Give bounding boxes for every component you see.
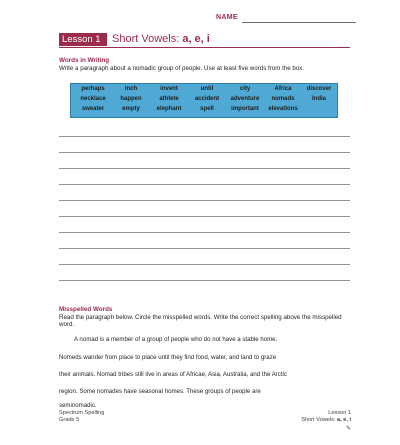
misspelled-words-heading: Misspelled Words bbox=[59, 306, 113, 313]
word-item: nomads bbox=[271, 96, 295, 102]
footer-title-text: Short Vowels: bbox=[301, 416, 337, 423]
writing-line[interactable] bbox=[59, 232, 350, 233]
lesson-tag: Lesson 1 bbox=[59, 33, 107, 46]
footer-title-vowels: a, e, i bbox=[337, 416, 351, 423]
word-item: necklace bbox=[80, 96, 106, 102]
footer-book-title: Spectrum Spelling bbox=[59, 410, 105, 416]
lesson-title-vowels: a, e, i bbox=[182, 33, 210, 45]
words-in-writing-instructions: Write a paragraph about a nomadic group of people. Use at least five words from the box. bbox=[59, 65, 305, 72]
writing-line[interactable] bbox=[59, 264, 350, 265]
paragraph-line[interactable]: seminomadic. bbox=[59, 402, 97, 409]
lesson-title-text: Short Vowels: bbox=[112, 33, 183, 45]
word-item: athlete bbox=[159, 96, 179, 102]
paragraph-line[interactable]: their animals. Nomad tribes still live in areas of Africae, Asia, Australia, and the Arctic bbox=[59, 371, 287, 378]
word-item: elephant bbox=[156, 106, 182, 112]
word-item: adventure bbox=[230, 96, 260, 102]
lesson-title bbox=[112, 32, 210, 46]
writing-line[interactable] bbox=[59, 168, 350, 169]
writing-line[interactable] bbox=[59, 200, 350, 201]
footer-grade: Grade 5 bbox=[59, 416, 80, 423]
word-item: important bbox=[231, 106, 259, 112]
word-row-2 bbox=[71, 96, 337, 106]
word-item: empty bbox=[122, 106, 140, 112]
word-item: India bbox=[311, 96, 327, 102]
lesson-header bbox=[59, 33, 350, 48]
paragraph-line[interactable]: region. Some nomades have seasonal homes. These groups of people are bbox=[59, 388, 261, 395]
word-box bbox=[70, 83, 338, 118]
writing-line[interactable] bbox=[59, 136, 350, 137]
word-row-1 bbox=[71, 86, 337, 96]
writing-line[interactable] bbox=[59, 280, 350, 281]
name-field[interactable] bbox=[216, 14, 356, 24]
word-item: Africa bbox=[274, 86, 292, 92]
word-item: accident bbox=[194, 96, 220, 102]
writing-line[interactable] bbox=[59, 152, 350, 153]
footer-right bbox=[301, 410, 351, 423]
word-item: inch bbox=[124, 86, 138, 92]
footer-left bbox=[59, 410, 104, 423]
word-item: happen bbox=[120, 96, 142, 102]
paragraph-line[interactable]: A nomad is a member of a group of people who do not have a stable home. bbox=[74, 336, 278, 343]
word-item: discover bbox=[306, 86, 332, 92]
word-row-3 bbox=[71, 106, 337, 116]
word-item: spell bbox=[200, 106, 214, 112]
word-item: invent bbox=[160, 86, 178, 92]
misspelled-words-instructions: Read the paragraph below. Circle the misspelled words. Write the correct spelling above the misspelled word. bbox=[59, 314, 342, 329]
writing-line[interactable] bbox=[59, 184, 350, 185]
word-item: perhaps bbox=[81, 86, 105, 92]
word-item: sweater bbox=[81, 106, 105, 112]
pencil-icon: ✎ bbox=[345, 426, 351, 432]
writing-line[interactable] bbox=[59, 216, 350, 217]
words-in-writing-heading: Words in Writing bbox=[59, 57, 110, 64]
word-item: elevations bbox=[268, 106, 298, 112]
name-line[interactable] bbox=[242, 22, 356, 23]
name-label: NAME bbox=[216, 14, 238, 21]
footer-lesson: Lesson 1 bbox=[328, 410, 351, 416]
paragraph-line[interactable]: Nomeds wander from place to place until they find food, water, and land to graze bbox=[59, 354, 277, 361]
word-item: until bbox=[200, 86, 214, 92]
word-item: city bbox=[239, 86, 251, 92]
writing-line[interactable] bbox=[59, 248, 350, 249]
footer-lesson-title bbox=[301, 417, 351, 424]
